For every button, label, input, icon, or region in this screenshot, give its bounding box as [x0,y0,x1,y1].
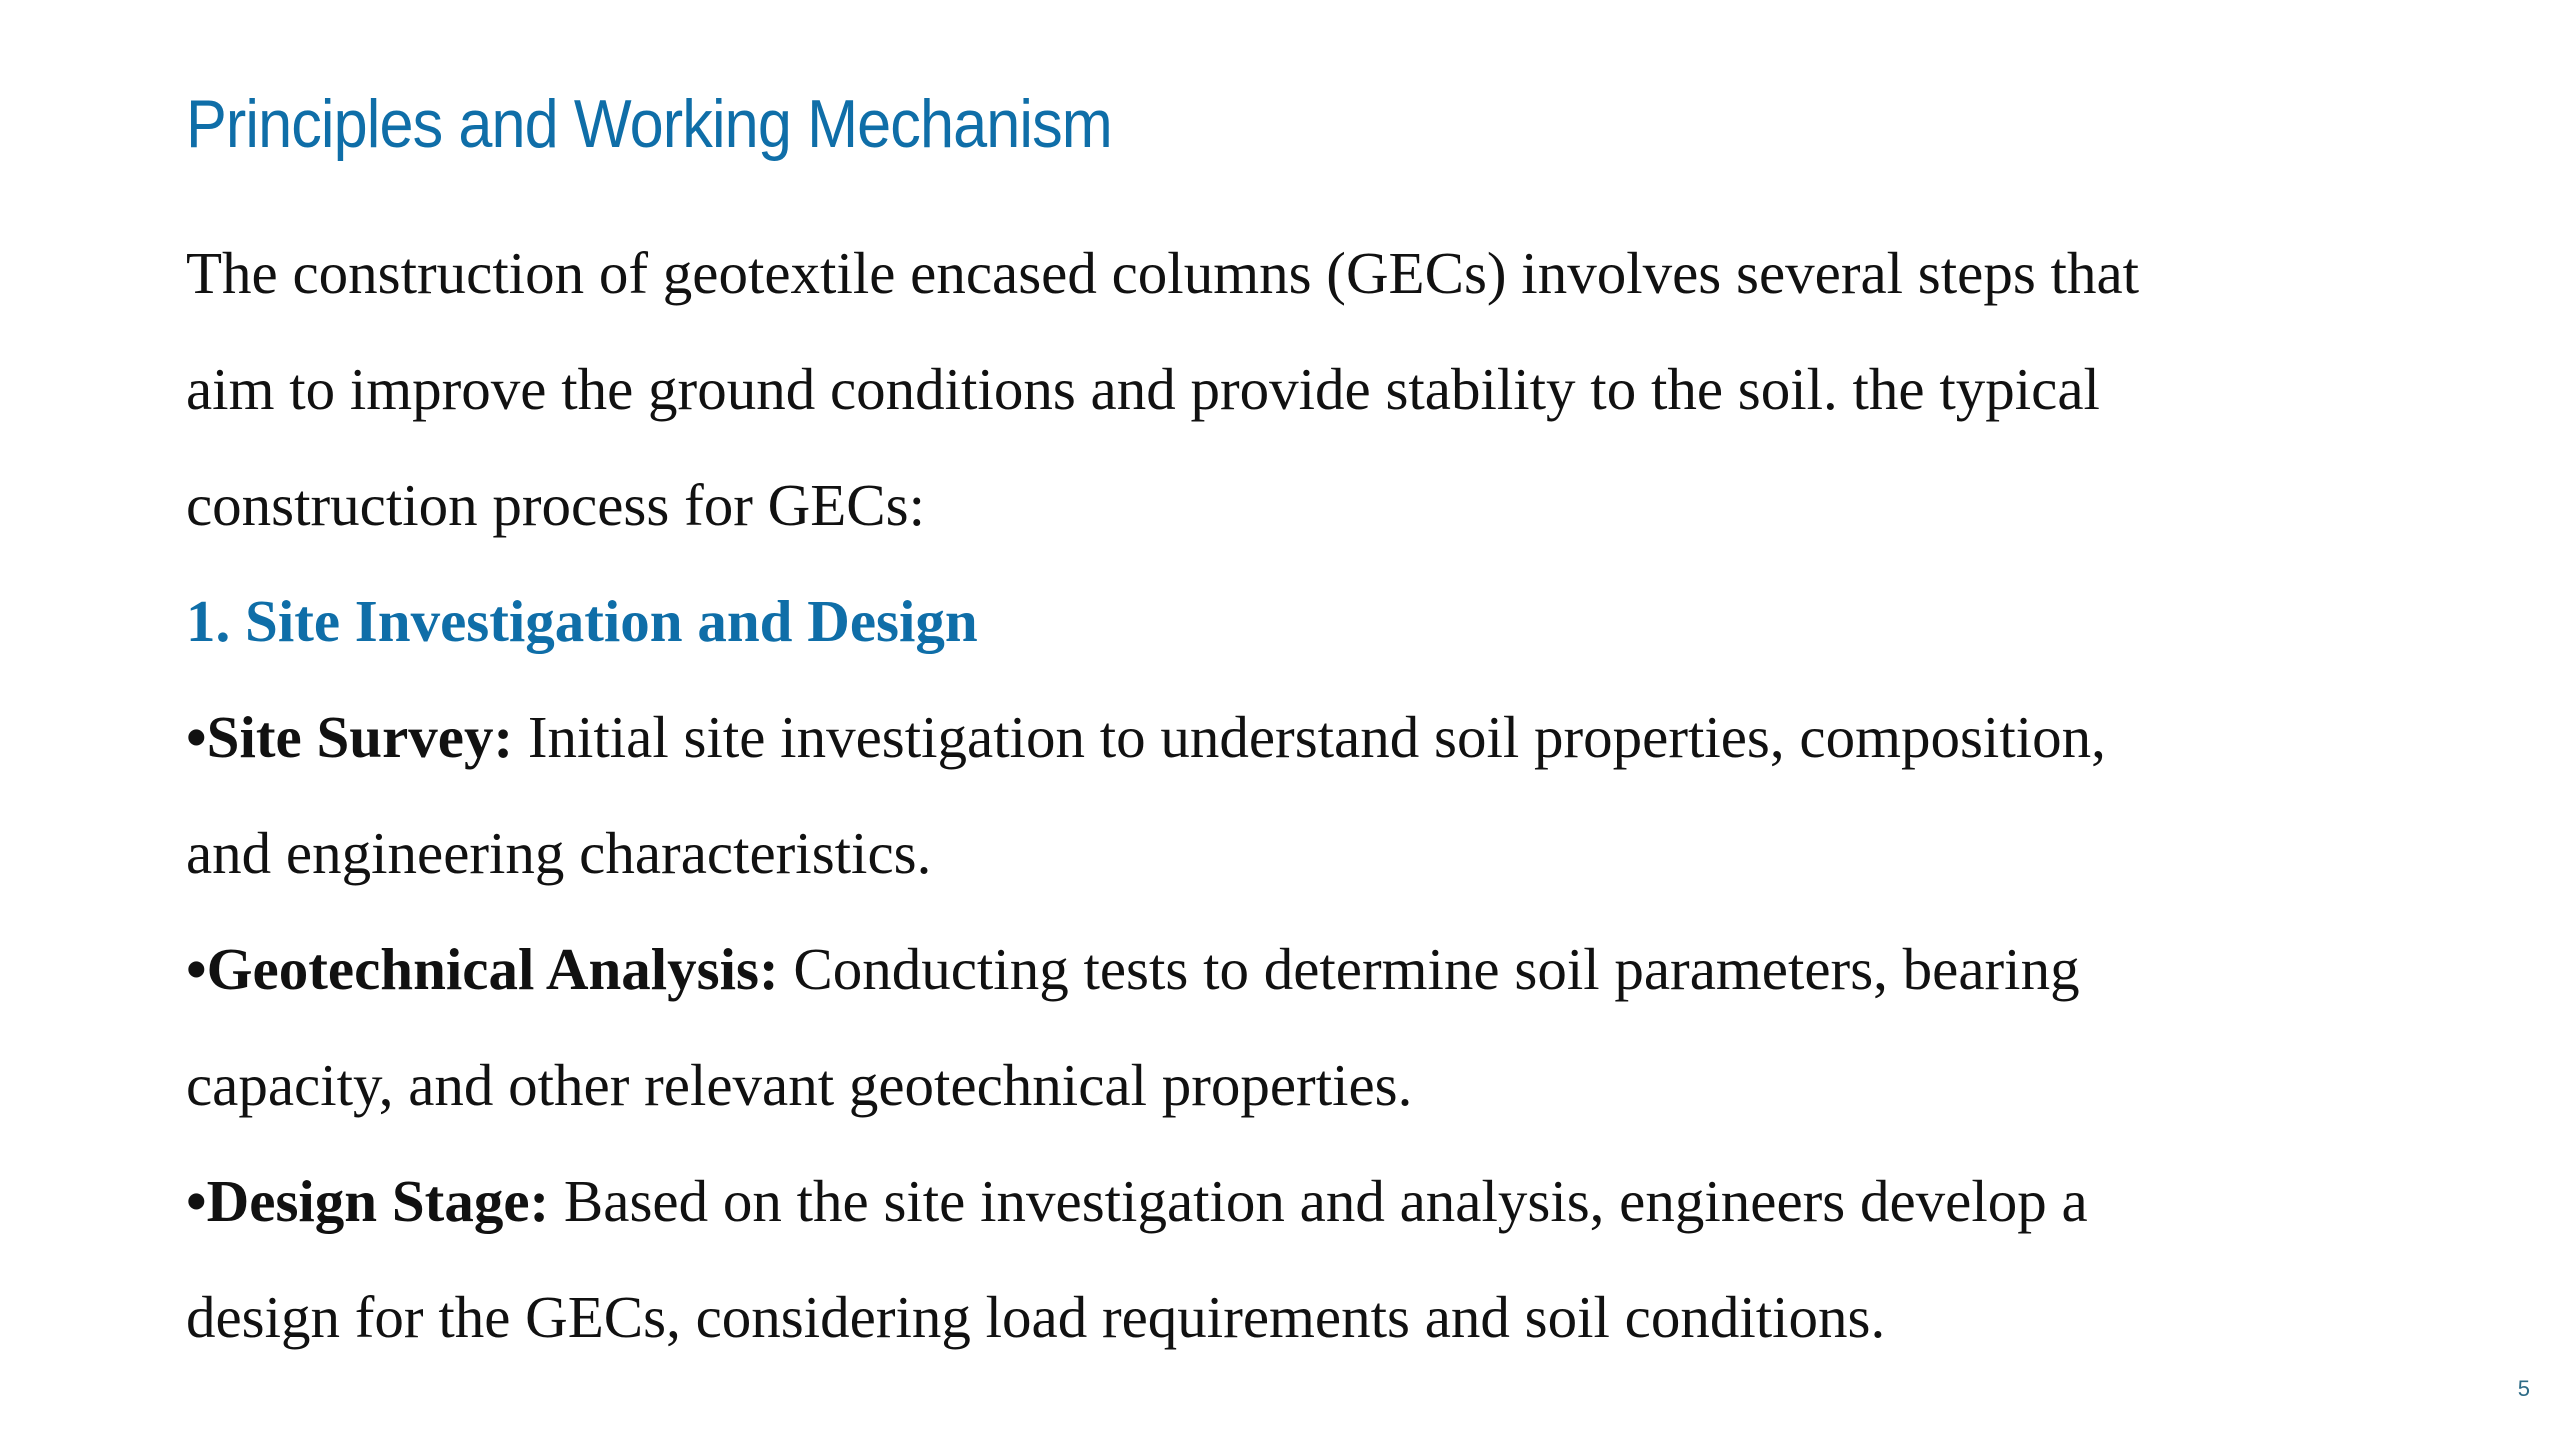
slide-body [186,215,2386,1375]
bullet-term: Design Stage: [206,1168,550,1234]
bullet-term: Geotechnical Analysis: [206,936,779,1002]
bullet-text: Based on the site investigation and analysis, engineers develop a [549,1168,2088,1234]
page-number: 5 [2517,1376,2530,1401]
intro-line-1: The construction of geotextile encased columns (GECs) involves several steps that [186,240,2140,306]
bullet-geotechnical-analysis [186,911,2386,1143]
bullet-first-line [186,1143,2386,1259]
bullet-continuation: capacity, and other relevant geotechnical properties. [186,1052,1413,1118]
section-heading: 1. Site Investigation and Design [186,588,978,654]
bullet-design-stage [186,1143,2386,1375]
intro-line-3: construction process for GECs: [186,472,925,538]
bullet-site-survey [186,679,2386,911]
slide-title: Principles and Working Mechanism [186,86,1112,162]
intro-line-2: aim to improve the ground conditions and provide stability to the soil. the typical [186,356,2100,422]
bullet-marker: • [186,1168,207,1234]
bullet-first-line [186,679,2386,795]
bullet-marker: • [186,704,207,770]
bullet-marker: • [186,936,207,1002]
bullet-continuation: and engineering characteristics. [186,820,932,886]
bullet-term: Site Survey: [206,704,514,770]
bullet-text: Initial site investigation to understand soil properties, composition, [513,704,2106,770]
bullet-continuation: design for the GECs, considering load requirements and soil conditions. [186,1284,1886,1350]
bullet-text: Conducting tests to determine soil parameters, bearing [778,936,2080,1002]
bullet-first-line [186,911,2386,1027]
